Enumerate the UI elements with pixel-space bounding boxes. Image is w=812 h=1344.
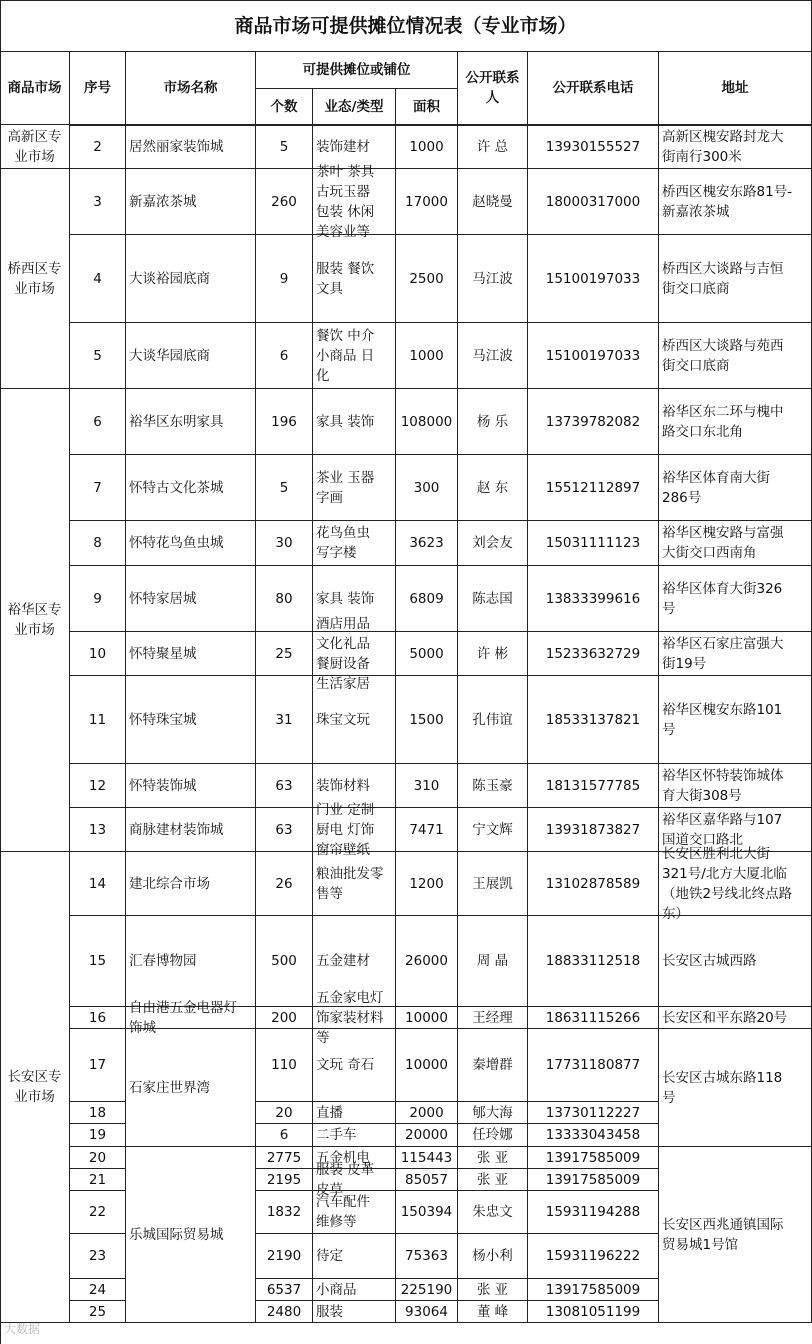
market-address: 裕华区石家庄富强大 街19号 bbox=[659, 632, 812, 676]
market-name: 怀特家居城 bbox=[126, 566, 256, 632]
contact-person: 董 峰 bbox=[458, 1301, 528, 1323]
booth-area: 10000 bbox=[396, 1029, 458, 1102]
market-address: 裕华区槐安路与富强 大街交口西南角 bbox=[659, 521, 812, 566]
booth-type: 待定 bbox=[313, 1234, 396, 1279]
contact-person: 张 亚 bbox=[458, 1279, 528, 1301]
contact-person: 任玲娜 bbox=[458, 1124, 528, 1147]
booth-count: 25 bbox=[256, 632, 313, 676]
header-address: 地址 bbox=[659, 52, 812, 125]
header-no: 序号 bbox=[70, 52, 126, 125]
booth-type: 酒店用品 文化礼品 餐厨设备 生活家居 bbox=[313, 632, 396, 676]
booth-type: 二手车 bbox=[313, 1124, 396, 1147]
market-address: 长安区古城东路118 号 bbox=[659, 1029, 812, 1147]
contact-phone: 15100197033 bbox=[528, 235, 659, 323]
booth-count: 9 bbox=[256, 235, 313, 323]
contact-phone: 13931873827 bbox=[528, 808, 659, 852]
booth-type: 装饰材料 bbox=[313, 764, 396, 808]
contact-person: 周 晶 bbox=[458, 916, 528, 1007]
market-address: 长安区古城西路 bbox=[659, 916, 812, 1007]
booth-count: 6537 bbox=[256, 1279, 313, 1301]
contact-person: 赵晓曼 bbox=[458, 169, 528, 235]
row-no: 8 bbox=[70, 521, 126, 566]
contact-phone: 18533137821 bbox=[528, 676, 659, 764]
market-name: 乐城国际贸易城 bbox=[126, 1147, 256, 1323]
market-address: 裕华区体育南大街 286号 bbox=[659, 455, 812, 521]
booth-type: 小商品 bbox=[313, 1279, 396, 1301]
booth-count: 1832 bbox=[256, 1191, 313, 1234]
booth-type: 茶叶 茶具 古玩玉器 包装 休闲 美容业等 bbox=[313, 169, 396, 235]
booth-type: 服装 皮革 皮草 bbox=[313, 1169, 396, 1191]
row-no: 22 bbox=[70, 1191, 126, 1234]
market-address: 裕华区体育大街326 号 bbox=[659, 566, 812, 632]
booth-type: 直播 bbox=[313, 1102, 396, 1124]
booth-area: 7471 bbox=[396, 808, 458, 852]
market-name: 怀特装饰城 bbox=[126, 764, 256, 808]
contact-person: 陈玉豪 bbox=[458, 764, 528, 808]
market-address: 桥西区槐安东路81号- 新嘉浓茶城 bbox=[659, 169, 812, 235]
market-name: 建北综合市场 bbox=[126, 852, 256, 916]
booth-type: 门业 定制 厨电 灯饰 窗帘壁纸 bbox=[313, 808, 396, 852]
contact-phone: 15512112897 bbox=[528, 455, 659, 521]
row-no: 15 bbox=[70, 916, 126, 1007]
market-name: 新嘉浓茶城 bbox=[126, 169, 256, 235]
header-area: 面积 bbox=[396, 89, 458, 125]
contact-phone: 13102878589 bbox=[528, 852, 659, 916]
booth-count: 2190 bbox=[256, 1234, 313, 1279]
booth-type: 家具 装饰 bbox=[313, 566, 396, 632]
table-title: 商品市场可提供摊位情况表（专业市场） bbox=[0, 0, 812, 52]
contact-phone: 13930155527 bbox=[528, 125, 659, 169]
booth-count: 6 bbox=[256, 323, 313, 389]
district-cell: 高新区专 业市场 bbox=[0, 125, 70, 169]
booth-type: 餐饮 中介 小商品 日 化 bbox=[313, 323, 396, 389]
booth-type: 粮油批发零 售等 bbox=[313, 852, 396, 916]
booth-type: 五金建材 bbox=[313, 916, 396, 1007]
booth-type: 文玩 奇石 bbox=[313, 1029, 396, 1102]
contact-person: 张 亚 bbox=[458, 1169, 528, 1191]
market-name: 怀特珠宝城 bbox=[126, 676, 256, 764]
booth-count: 5 bbox=[256, 455, 313, 521]
header-market: 商品市场 bbox=[0, 52, 70, 125]
booth-count: 500 bbox=[256, 916, 313, 1007]
row-no: 13 bbox=[70, 808, 126, 852]
booth-count: 200 bbox=[256, 1007, 313, 1029]
contact-phone: 13730112227 bbox=[528, 1102, 659, 1124]
contact-phone: 18833112518 bbox=[528, 916, 659, 1007]
contact-person: 马江波 bbox=[458, 323, 528, 389]
booth-count: 2480 bbox=[256, 1301, 313, 1323]
booth-count: 20 bbox=[256, 1102, 313, 1124]
market-name: 商脉建材装饰城 bbox=[126, 808, 256, 852]
contact-person: 秦增群 bbox=[458, 1029, 528, 1102]
district-cell: 长安区专 业市场 bbox=[0, 852, 70, 1323]
contact-person: 赵 东 bbox=[458, 455, 528, 521]
market-name: 居然丽家装饰城 bbox=[126, 125, 256, 169]
booth-area: 2500 bbox=[396, 235, 458, 323]
market-address: 长安区和平东路20号 bbox=[659, 1007, 812, 1029]
booth-area: 310 bbox=[396, 764, 458, 808]
contact-phone: 13081051199 bbox=[528, 1301, 659, 1323]
market-address: 长安区西兆通镇国际 贸易城1号馆 bbox=[659, 1147, 812, 1323]
contact-phone: 15233632729 bbox=[528, 632, 659, 676]
booth-area: 5000 bbox=[396, 632, 458, 676]
row-no: 10 bbox=[70, 632, 126, 676]
market-address: 桥西区大谈路与吉恒 街交口底商 bbox=[659, 235, 812, 323]
booth-count: 63 bbox=[256, 808, 313, 852]
contact-phone: 18000317000 bbox=[528, 169, 659, 235]
booth-area: 2000 bbox=[396, 1102, 458, 1124]
market-address: 裕华区嘉华路与107 国道交口路北 bbox=[659, 808, 812, 852]
booth-type: 五金机电 bbox=[313, 1147, 396, 1169]
contact-phone: 13917585009 bbox=[528, 1279, 659, 1301]
market-address: 裕华区东二环与槐中 路交口东北角 bbox=[659, 389, 812, 455]
contact-phone: 17731180877 bbox=[528, 1029, 659, 1102]
market-name: 裕华区东明家具 bbox=[126, 389, 256, 455]
district-cell: 裕华区专 业市场 bbox=[0, 389, 70, 852]
row-no: 14 bbox=[70, 852, 126, 916]
booth-area: 225190 bbox=[396, 1279, 458, 1301]
booth-type: 汽车配件 维修等 bbox=[313, 1191, 396, 1234]
booth-area: 1500 bbox=[396, 676, 458, 764]
contact-person: 马江波 bbox=[458, 235, 528, 323]
booth-area: 1000 bbox=[396, 323, 458, 389]
booth-type: 五金家电灯 饰家装材料 等 bbox=[313, 1007, 396, 1029]
contact-phone: 18631115266 bbox=[528, 1007, 659, 1029]
contact-phone: 13739782082 bbox=[528, 389, 659, 455]
header-phone: 公开联系电话 bbox=[528, 52, 659, 125]
contact-person: 孔伟谊 bbox=[458, 676, 528, 764]
contact-person: 王经理 bbox=[458, 1007, 528, 1029]
booth-count: 5 bbox=[256, 125, 313, 169]
row-no: 16 bbox=[70, 1007, 126, 1029]
row-no: 24 bbox=[70, 1279, 126, 1301]
booth-type: 服装 bbox=[313, 1301, 396, 1323]
contact-person: 王展凯 bbox=[458, 852, 528, 916]
row-no: 7 bbox=[70, 455, 126, 521]
booth-area: 115443 bbox=[396, 1147, 458, 1169]
contact-phone: 13917585009 bbox=[528, 1169, 659, 1191]
contact-person: 杨 乐 bbox=[458, 389, 528, 455]
booth-area: 108000 bbox=[396, 389, 458, 455]
contact-person: 杨小利 bbox=[458, 1234, 528, 1279]
market-name: 汇春博物园 bbox=[126, 916, 256, 1007]
row-no: 4 bbox=[70, 235, 126, 323]
booth-type: 珠宝文玩 bbox=[313, 676, 396, 764]
booth-area: 3623 bbox=[396, 521, 458, 566]
market-name: 怀特花鸟鱼虫城 bbox=[126, 521, 256, 566]
booth-count: 196 bbox=[256, 389, 313, 455]
booth-area: 75363 bbox=[396, 1234, 458, 1279]
booth-area: 93064 bbox=[396, 1301, 458, 1323]
row-no: 5 bbox=[70, 323, 126, 389]
booth-count: 110 bbox=[256, 1029, 313, 1102]
booth-count: 26 bbox=[256, 852, 313, 916]
contact-person: 许 总 bbox=[458, 125, 528, 169]
contact-person: 陈志国 bbox=[458, 566, 528, 632]
contact-phone: 13333043458 bbox=[528, 1124, 659, 1147]
contact-phone: 15031111123 bbox=[528, 521, 659, 566]
contact-phone: 13833399616 bbox=[528, 566, 659, 632]
booth-area: 20000 bbox=[396, 1124, 458, 1147]
market-name: 自由港五金电器灯 饰城 bbox=[126, 1007, 256, 1029]
header-name: 市场名称 bbox=[126, 52, 256, 125]
row-no: 23 bbox=[70, 1234, 126, 1279]
contact-phone: 13917585009 bbox=[528, 1147, 659, 1169]
market-address: 高新区槐安路封龙大 街南行300米 bbox=[659, 125, 812, 169]
contact-person: 刘会友 bbox=[458, 521, 528, 566]
watermark: 大数据 bbox=[4, 1322, 41, 1336]
row-no: 21 bbox=[70, 1169, 126, 1191]
market-address: 裕华区槐安东路101 号 bbox=[659, 676, 812, 764]
row-no: 12 bbox=[70, 764, 126, 808]
market-name: 大谈裕园底商 bbox=[126, 235, 256, 323]
market-address: 裕华区怀特装饰城体 育大街308号 bbox=[659, 764, 812, 808]
market-name: 怀特聚星城 bbox=[126, 632, 256, 676]
header-booth-group: 可提供摊位或铺位 bbox=[256, 52, 458, 89]
booth-area: 6809 bbox=[396, 566, 458, 632]
row-no: 20 bbox=[70, 1147, 126, 1169]
booth-area: 300 bbox=[396, 455, 458, 521]
contact-person: 宁文辉 bbox=[458, 808, 528, 852]
booth-type: 装饰建材 bbox=[313, 125, 396, 169]
contact-phone: 18131577785 bbox=[528, 764, 659, 808]
row-no: 25 bbox=[70, 1301, 126, 1323]
contact-person: 张 亚 bbox=[458, 1147, 528, 1169]
booth-count: 80 bbox=[256, 566, 313, 632]
booth-area: 26000 bbox=[396, 916, 458, 1007]
contact-person: 许 彬 bbox=[458, 632, 528, 676]
contact-phone: 15100197033 bbox=[528, 323, 659, 389]
district-cell: 桥西区专 业市场 bbox=[0, 169, 70, 389]
booth-count: 2195 bbox=[256, 1169, 313, 1191]
contact-person: 郇大海 bbox=[458, 1102, 528, 1124]
booth-count: 2775 bbox=[256, 1147, 313, 1169]
booth-type: 家具 装饰 bbox=[313, 389, 396, 455]
row-no: 6 bbox=[70, 389, 126, 455]
contact-phone: 15931194288 bbox=[528, 1191, 659, 1234]
contact-phone: 15931196222 bbox=[528, 1234, 659, 1279]
row-no: 19 bbox=[70, 1124, 126, 1147]
row-no: 18 bbox=[70, 1102, 126, 1124]
booth-area: 17000 bbox=[396, 169, 458, 235]
row-no: 2 bbox=[70, 125, 126, 169]
booth-type: 茶业 玉器 字画 bbox=[313, 455, 396, 521]
market-address: 长安区胜利北大街 321号/北方大厦北临 （地铁2号线北终点路 东） bbox=[659, 852, 812, 916]
market-name: 怀特古文化茶城 bbox=[126, 455, 256, 521]
row-no: 9 bbox=[70, 566, 126, 632]
booth-type: 服装 餐饮 文具 bbox=[313, 235, 396, 323]
booth-area: 150394 bbox=[396, 1191, 458, 1234]
booth-count: 260 bbox=[256, 169, 313, 235]
market-name: 大谈华园底商 bbox=[126, 323, 256, 389]
booth-area: 10000 bbox=[396, 1007, 458, 1029]
market-address: 桥西区大谈路与苑西 街交口底商 bbox=[659, 323, 812, 389]
header-contact: 公开联系 人 bbox=[458, 52, 528, 125]
booth-area: 1000 bbox=[396, 125, 458, 169]
booth-type: 花鸟鱼虫 写字楼 bbox=[313, 521, 396, 566]
row-no: 11 bbox=[70, 676, 126, 764]
booth-count: 6 bbox=[256, 1124, 313, 1147]
booth-count: 31 bbox=[256, 676, 313, 764]
row-no: 17 bbox=[70, 1029, 126, 1102]
booth-count: 63 bbox=[256, 764, 313, 808]
booth-area: 85057 bbox=[396, 1169, 458, 1191]
booth-count: 30 bbox=[256, 521, 313, 566]
row-no: 3 bbox=[70, 169, 126, 235]
header-type: 业态/类型 bbox=[313, 89, 396, 125]
market-name: 石家庄世界湾 bbox=[126, 1029, 256, 1147]
header-count: 个数 bbox=[256, 89, 313, 125]
booth-area: 1200 bbox=[396, 852, 458, 916]
contact-person: 朱忠文 bbox=[458, 1191, 528, 1234]
